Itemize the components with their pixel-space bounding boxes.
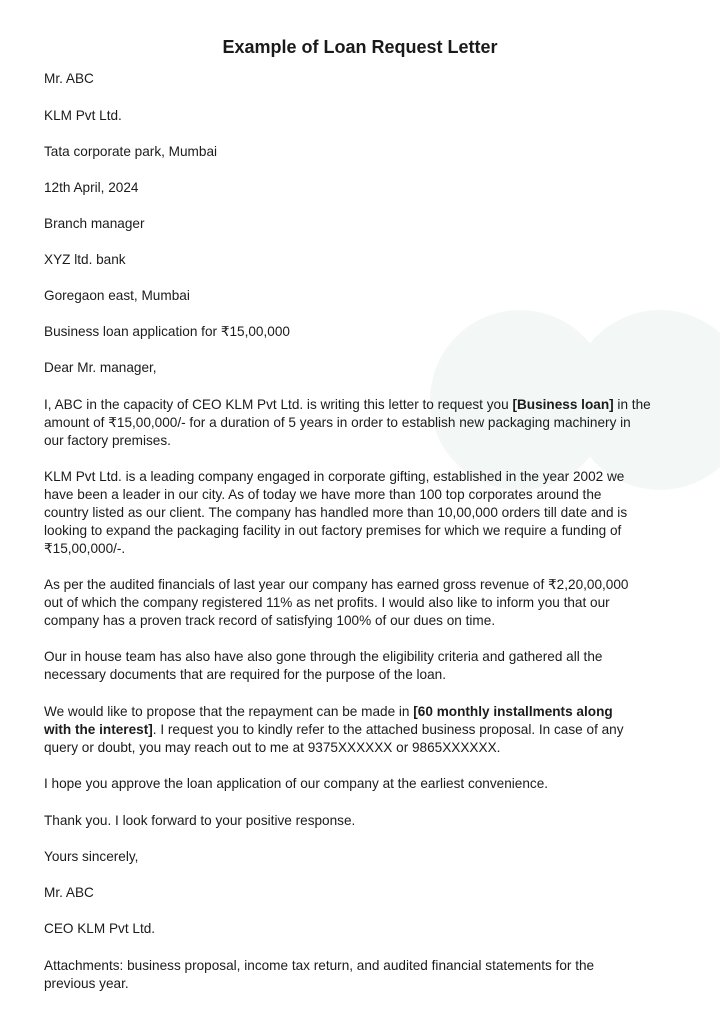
p1-line1-text: I, ABC in the capacity of CEO KLM Pvt Ltd. is writing this letter to request you: [44, 397, 513, 412]
paragraph-financials: [44, 576, 694, 630]
closing: Yours sincerely,: [44, 849, 139, 864]
p5-installments-bold: [60 monthly installments along: [413, 704, 613, 719]
attachments-line1: Attachments: business proposal, income tax return, and audited financial statements for the: [44, 958, 595, 973]
p5-interest-bold: with the interest]: [44, 722, 153, 737]
p1-line2: amount of ₹15,00,000/- for a duration of 5 years in order to establish new packaging machinery in: [44, 415, 631, 430]
p4-line1: Our in house team has also have also gone through the eligibility criteria and gathered all the: [44, 649, 603, 664]
paragraph-repayment: [44, 703, 694, 757]
p2-line2: have been a leader in our city. As of today we have more than 100 top corporates around the: [44, 487, 602, 502]
paragraph-thanks: Thank you. I look forward to your positive response.: [44, 813, 356, 828]
signature-name: Mr. ABC: [44, 885, 94, 900]
recipient-title: Branch manager: [44, 216, 145, 231]
p2-line1: KLM Pvt Ltd. is a leading company engaged in corporate gifting, established in the year 2002 we: [44, 469, 625, 484]
recipient-address: Goregaon east, Mumbai: [44, 288, 190, 303]
paragraph-approval: I hope you approve the loan application of our company at the earliest convenience.: [44, 776, 549, 791]
letter-date: 12th April, 2024: [44, 180, 139, 195]
sender-address: Tata corporate park, Mumbai: [44, 144, 218, 159]
recipient-bank: XYZ ltd. bank: [44, 252, 126, 267]
letter-title: Example of Loan Request Letter: [222, 37, 498, 57]
sender-name: Mr. ABC: [44, 71, 94, 86]
paragraph-loan-request: [44, 396, 694, 450]
p3-line2: out of which the company registered 11% as net profits. I would also like to inform you that our: [44, 595, 610, 610]
paragraph-eligibility: [44, 648, 694, 684]
p1-loan-type-bold: [Business loan]: [512, 397, 614, 412]
p4-line2: necessary documents that are required for the purpose of the loan.: [44, 667, 447, 682]
p3-line1: As per the audited financials of last year our company has earned gross revenue of ₹2,20,00,000: [44, 577, 629, 592]
p2-line3: country listed as our client. The company has handled more than 10,00,000 orders till date and is: [44, 505, 628, 520]
p5-line2-text: . I request you to kindly refer to the attached business proposal. In case of any: [152, 722, 624, 737]
p5-line1-text: We would like to propose that the repayment can be made in: [44, 704, 414, 719]
salutation: Dear Mr. manager,: [44, 360, 157, 375]
p1-line1-end: in the: [613, 397, 651, 412]
attachments-line2: previous year.: [44, 976, 129, 991]
p2-line5: ₹15,00,000/-.: [44, 541, 126, 556]
p3-line3: company has a proven track record of satisfying 100% of our dues on time.: [44, 613, 496, 628]
letter-subject: Business loan application for ₹15,00,000: [44, 324, 290, 339]
p2-line4: looking to expand the packaging facility in out factory premises for which we require a funding of: [44, 523, 622, 538]
sender-company: KLM Pvt Ltd.: [44, 108, 122, 123]
p1-line3: our factory premises.: [44, 433, 171, 448]
paragraph-company-profile: [44, 468, 694, 558]
attachments: [44, 957, 694, 993]
p5-line3: query or doubt, you may reach out to me at 9375XXXXXX or 9865XXXXXX.: [44, 740, 501, 755]
signature-title: CEO KLM Pvt Ltd.: [44, 921, 156, 936]
